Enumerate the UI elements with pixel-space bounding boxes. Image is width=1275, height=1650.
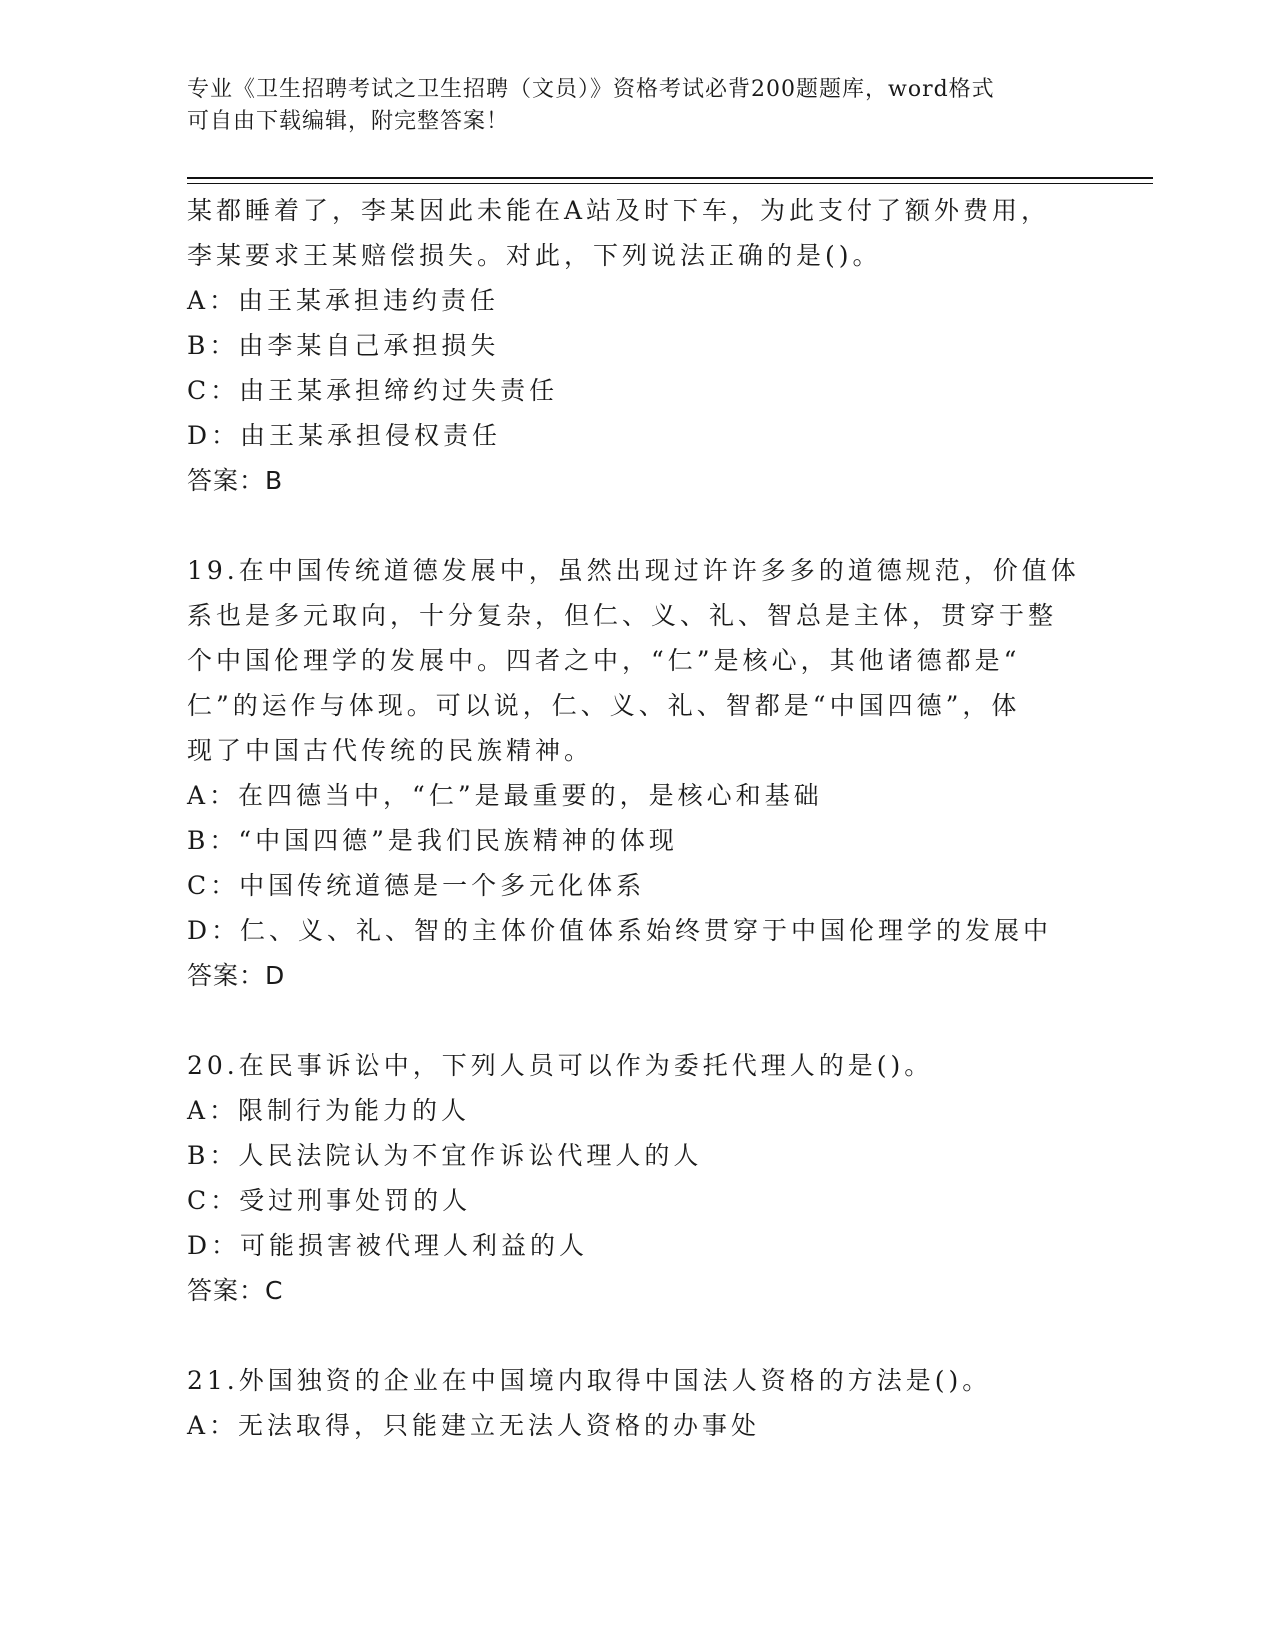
answer-label: 答案：B	[187, 466, 284, 495]
question-text-line: 李某要求王某赔偿损失。对此，下列说法正确的是()。	[187, 241, 882, 270]
option-b: B：“中国四德”是我们民族精神的体现	[187, 826, 678, 855]
question-text-line: 19.在中国传统道德发展中，虽然出现过许许多多的道德规范，价值体	[187, 556, 1080, 585]
question-text-line: 系也是多元取向，十分复杂，但仁、义、礼、智总是主体，贯穿于整	[187, 601, 1058, 630]
header-line-1: 专业《卫生招聘考试之卫生招聘（文员）》资格考试必背200题题库，word格式	[187, 77, 995, 102]
spacer	[187, 1313, 1087, 1358]
question-text-line: 现了中国古代传统的民族精神。	[187, 736, 594, 765]
question-text-line: 21.外国独资的企业在中国境内取得中国法人资格的方法是()。	[187, 1366, 992, 1395]
header-divider-thick	[187, 177, 1153, 179]
question-21	[187, 1358, 1087, 1448]
option-c: C：由王某承担缔约过失责任	[187, 376, 559, 405]
option-a: A：限制行为能力的人	[187, 1096, 471, 1125]
header-divider-thin	[187, 183, 1153, 184]
option-c: C：中国传统道德是一个多元化体系	[187, 871, 646, 900]
option-a: A：由王某承担违约责任	[187, 286, 500, 315]
option-a: A：在四德当中，“仁”是最重要的，是核心和基础	[187, 781, 823, 810]
option-b: B：由李某自己承担损失	[187, 331, 500, 360]
option-b: B：人民法院认为不宜作诉讼代理人的人	[187, 1141, 703, 1170]
option-a: A：无法取得，只能建立无法人资格的办事处	[187, 1411, 761, 1440]
question-20	[187, 1043, 1087, 1313]
question-text-line: 仁”的运作与体现。可以说，仁、义、礼、智都是“中国四德”，体	[187, 691, 1021, 720]
question-text-line: 个中国伦理学的发展中。四者之中，“仁”是核心，其他诸德都是“	[187, 646, 1021, 675]
question-text-line: 20.在民事诉讼中，下列人员可以作为委托代理人的是()。	[187, 1051, 934, 1080]
answer-label: 答案：C	[187, 1276, 284, 1305]
answer-label: 答案：D	[187, 961, 286, 990]
question-18-continued	[187, 188, 1087, 503]
option-c: C：受过刑事处罚的人	[187, 1186, 472, 1215]
spacer	[187, 503, 1087, 548]
document-header	[187, 74, 1067, 138]
option-d: D：仁、义、礼、智的主体价值体系始终贯穿于中国伦理学的发展中	[187, 916, 1053, 945]
question-text-line: 某都睡着了，李某因此未能在A站及时下车，为此支付了额外费用，	[187, 196, 1051, 225]
spacer	[187, 998, 1087, 1043]
question-19	[187, 548, 1087, 998]
option-d: D：可能损害被代理人利益的人	[187, 1231, 589, 1260]
header-line-2: 可自由下载编辑，附完整答案！	[187, 109, 510, 134]
question-content	[187, 188, 1087, 1448]
option-d: D：由王某承担侵权责任	[187, 421, 502, 450]
